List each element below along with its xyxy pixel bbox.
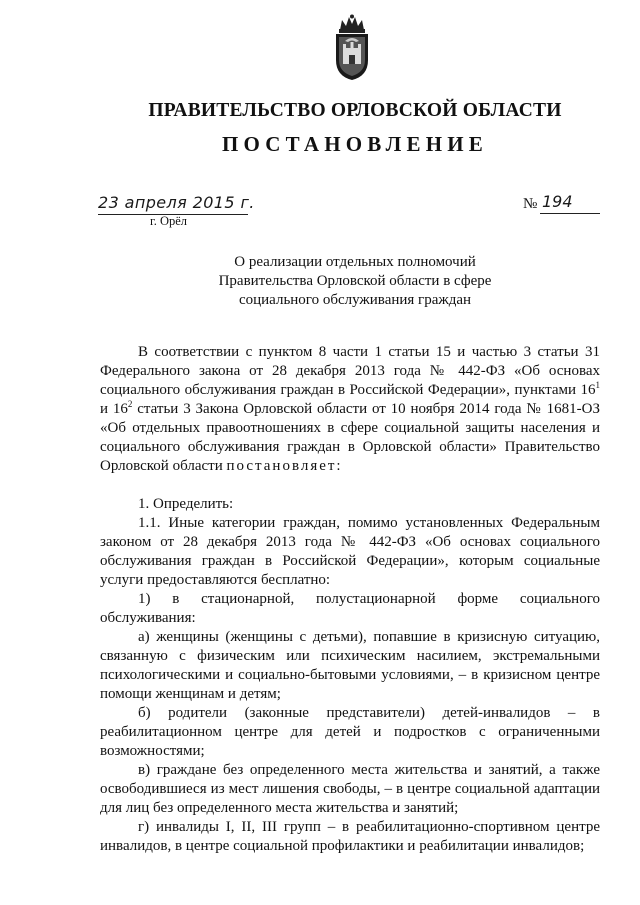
- paragraph-1-1: 1.1. Иные категории граждан, помимо установленных Федеральным законом от 28 декабря 2013 года № 442-ФЗ «Об основах социального обслуживания граждан в Российской Федерации», которым социальные услуги предоставляются бесплатно:: [100, 515, 600, 588]
- document-type: ПОСТАНОВЛЕНИЕ: [221, 132, 489, 156]
- document-body: [100, 343, 600, 856]
- paragraph-v: в) граждане без определенного места жительства и занятий, а также освободившиеся из мест лишения свободы, – в центре социальной адаптации для лиц без определенного места жительства и занятий;: [100, 762, 600, 816]
- organization-name: ПРАВИТЕЛЬСТВО ОРЛОВСКОЙ ОБЛАСТИ: [148, 100, 562, 121]
- preamble-paragraph: В соответствии с пунктом 8 части 1 статьи 15 и частью 3 статьи 31 Федерального закона от 28 декабря 2013 года № 442-ФЗ «Об основах социального обслуживания граждан в Российской Федерации», пунктами $16^1$ и $16^2$ статьи 3 Закона Орловской области от 10 ноября 2014 года № 1681-ОЗ «Об отдельных правоотношениях в сфере социальной защиты населения и социального обслуживания граждан в Орловской области» Правительство Орловской области постановляет:: [100, 344, 601, 474]
- paragraph-1: 1. Определить:: [138, 496, 234, 512]
- paragraph-g: г) инвалиды I, II, III групп – в реабилитационно-спортивном центре инвалидов, в центре социальной профилактики и реабилитации инвалидов;: [100, 819, 600, 854]
- document-date: 23 апреля 2015 г.: [98, 193, 255, 212]
- paragraph-a: а) женщины (женщины с детьми), попавшие в кризисную ситуацию, связанную с физическим или психическим насилием, экстремальными психологическими и социально-бытовыми условиями, – в кризисном центре помощи женщинам и детям;: [100, 629, 600, 702]
- number-underline: [540, 213, 600, 214]
- decree-word: постановляет:: [226, 458, 343, 474]
- paragraph-b: б) родители (законные представители) детей-инвалидов – в реабилитационном центре для детей и подростков с ограниченными возможностями;: [100, 705, 600, 759]
- document-city: г. Орёл: [150, 214, 188, 228]
- subject-line: О реализации отдельных полномочий: [234, 254, 476, 270]
- document-number: 194: [542, 192, 573, 211]
- document-subject: [0, 253, 640, 310]
- paragraph-1-1-1: 1) в стационарной, полустационарной форме социального обслуживания:: [100, 591, 600, 626]
- number-label: №: [523, 196, 538, 212]
- subject-line: Правительства Орловской области в сфере: [218, 273, 492, 289]
- subject-line: социального обслуживания граждан: [238, 292, 472, 308]
- coat-of-arms-icon: [330, 14, 374, 82]
